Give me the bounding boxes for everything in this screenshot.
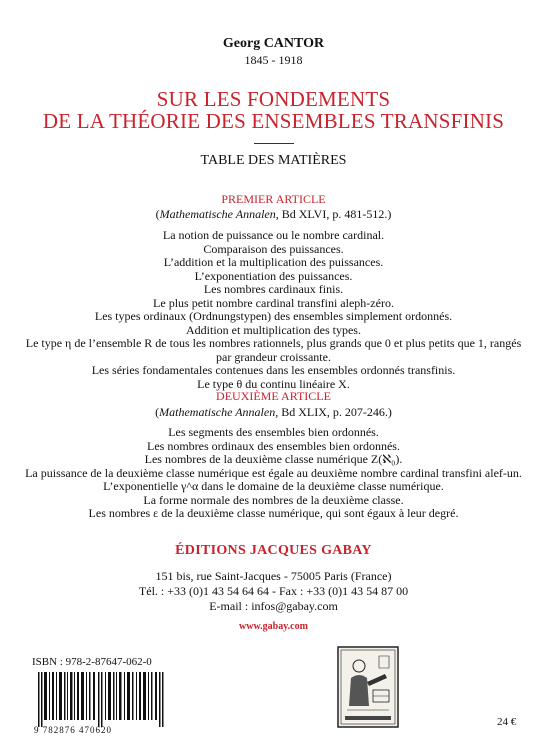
list-item: L’exponentiation des puissances. <box>194 268 353 283</box>
publisher-email[interactable]: E-mail : infos@gabay.com <box>209 599 338 613</box>
article-1-source: (Mathematische Annalen, Bd XLVI, p. 481-512.) <box>155 207 392 221</box>
list-item: L’addition et la multiplication des puissances. <box>163 255 384 269</box>
article-1-journal: Mathematische Annalen <box>159 207 276 221</box>
list-item: La puissance de la deuxième classe numérique est égale au deuxième nombre cardinal transfini alef-un. <box>25 465 522 480</box>
list-item: Le type θ du continu linéaire X. <box>197 376 350 391</box>
list-item: Comparaison des puissances. <box>203 241 344 256</box>
publisher-url[interactable]: www.gabay.com <box>239 621 308 632</box>
list-item: L’exponentielle γ^α dans le domaine de la deuxième classe numérique. <box>103 479 444 493</box>
barcode-digits: 9 782876 470620 <box>34 725 112 735</box>
list-item: Addition et multiplication des types. <box>186 322 361 337</box>
article-2-title: DEUXIÈME ARTICLE <box>216 389 331 403</box>
list-item: La forme normale des nombres de la deuxième classe. <box>143 492 404 507</box>
article-2-journal: Mathematische Annalen <box>159 405 276 419</box>
title-line-2: DE LA THÉORIE DES ENSEMBLES TRANSFINIS <box>42 109 505 133</box>
list-item: Les nombres cardinaux finis. <box>203 282 344 296</box>
list-item: Le plus petit nombre cardinal transfini aleph-zéro. <box>153 295 394 310</box>
article-2-source: (Mathematische Annalen, Bd XLIX, p. 207-246.) <box>155 405 392 419</box>
isbn: ISBN : 978-2-87647-062-0 <box>32 656 152 668</box>
article-2-contents <box>0 426 547 521</box>
barcode-icon <box>32 672 174 727</box>
article-1-contents <box>0 229 547 391</box>
list-item: Les nombres ε de la deuxième classe numérique, qui sont égaux à leur degré. <box>88 506 459 520</box>
list-item: La notion de puissance ou le nombre cardinal. <box>162 228 385 242</box>
title-line-1: SUR LES FONDEMENTS <box>156 87 391 111</box>
list-item: Le type η de l’ensemble R de tous les nombres rationnels, plus grands que 0 et plus petits que 1, rangés <box>25 336 522 350</box>
list-item: Les types ordinaux (Ordnungstypen) des ensembles simplement ordonnés. <box>94 309 453 323</box>
author-name: Georg CANTOR <box>222 36 325 51</box>
author-years: 1845 - 1918 <box>244 53 303 67</box>
price: 24 € <box>497 716 517 728</box>
divider <box>254 143 294 144</box>
list-item: Les nombres ordinaux des ensembles bien ordonnés. <box>147 438 400 453</box>
article-1-title: PREMIER ARTICLE <box>221 192 326 206</box>
toc-heading: TABLE DES MATIÈRES <box>200 153 347 168</box>
publisher-address: 151 bis, rue Saint-Jacques - 75005 Paris (France) <box>155 569 392 583</box>
book-title <box>0 88 547 132</box>
list-item: Les séries fondamentales contenues dans les ensembles ordonnés transfinis. <box>91 363 456 377</box>
list-item: Les nombres de la deuxième classe numérique Z(ℵ₀). <box>144 452 403 466</box>
list-item: par grandeur croissante. <box>216 349 331 364</box>
list-item: Les segments des ensembles bien ordonnés. <box>168 425 379 439</box>
publisher-phone: Tél. : +33 (0)1 43 54 64 64 - Fax : +33 (0)1 43 54 87 00 <box>138 584 409 598</box>
publisher-logo-icon <box>337 646 399 728</box>
publisher-name: ÉDITIONS JACQUES GABAY <box>175 543 372 558</box>
